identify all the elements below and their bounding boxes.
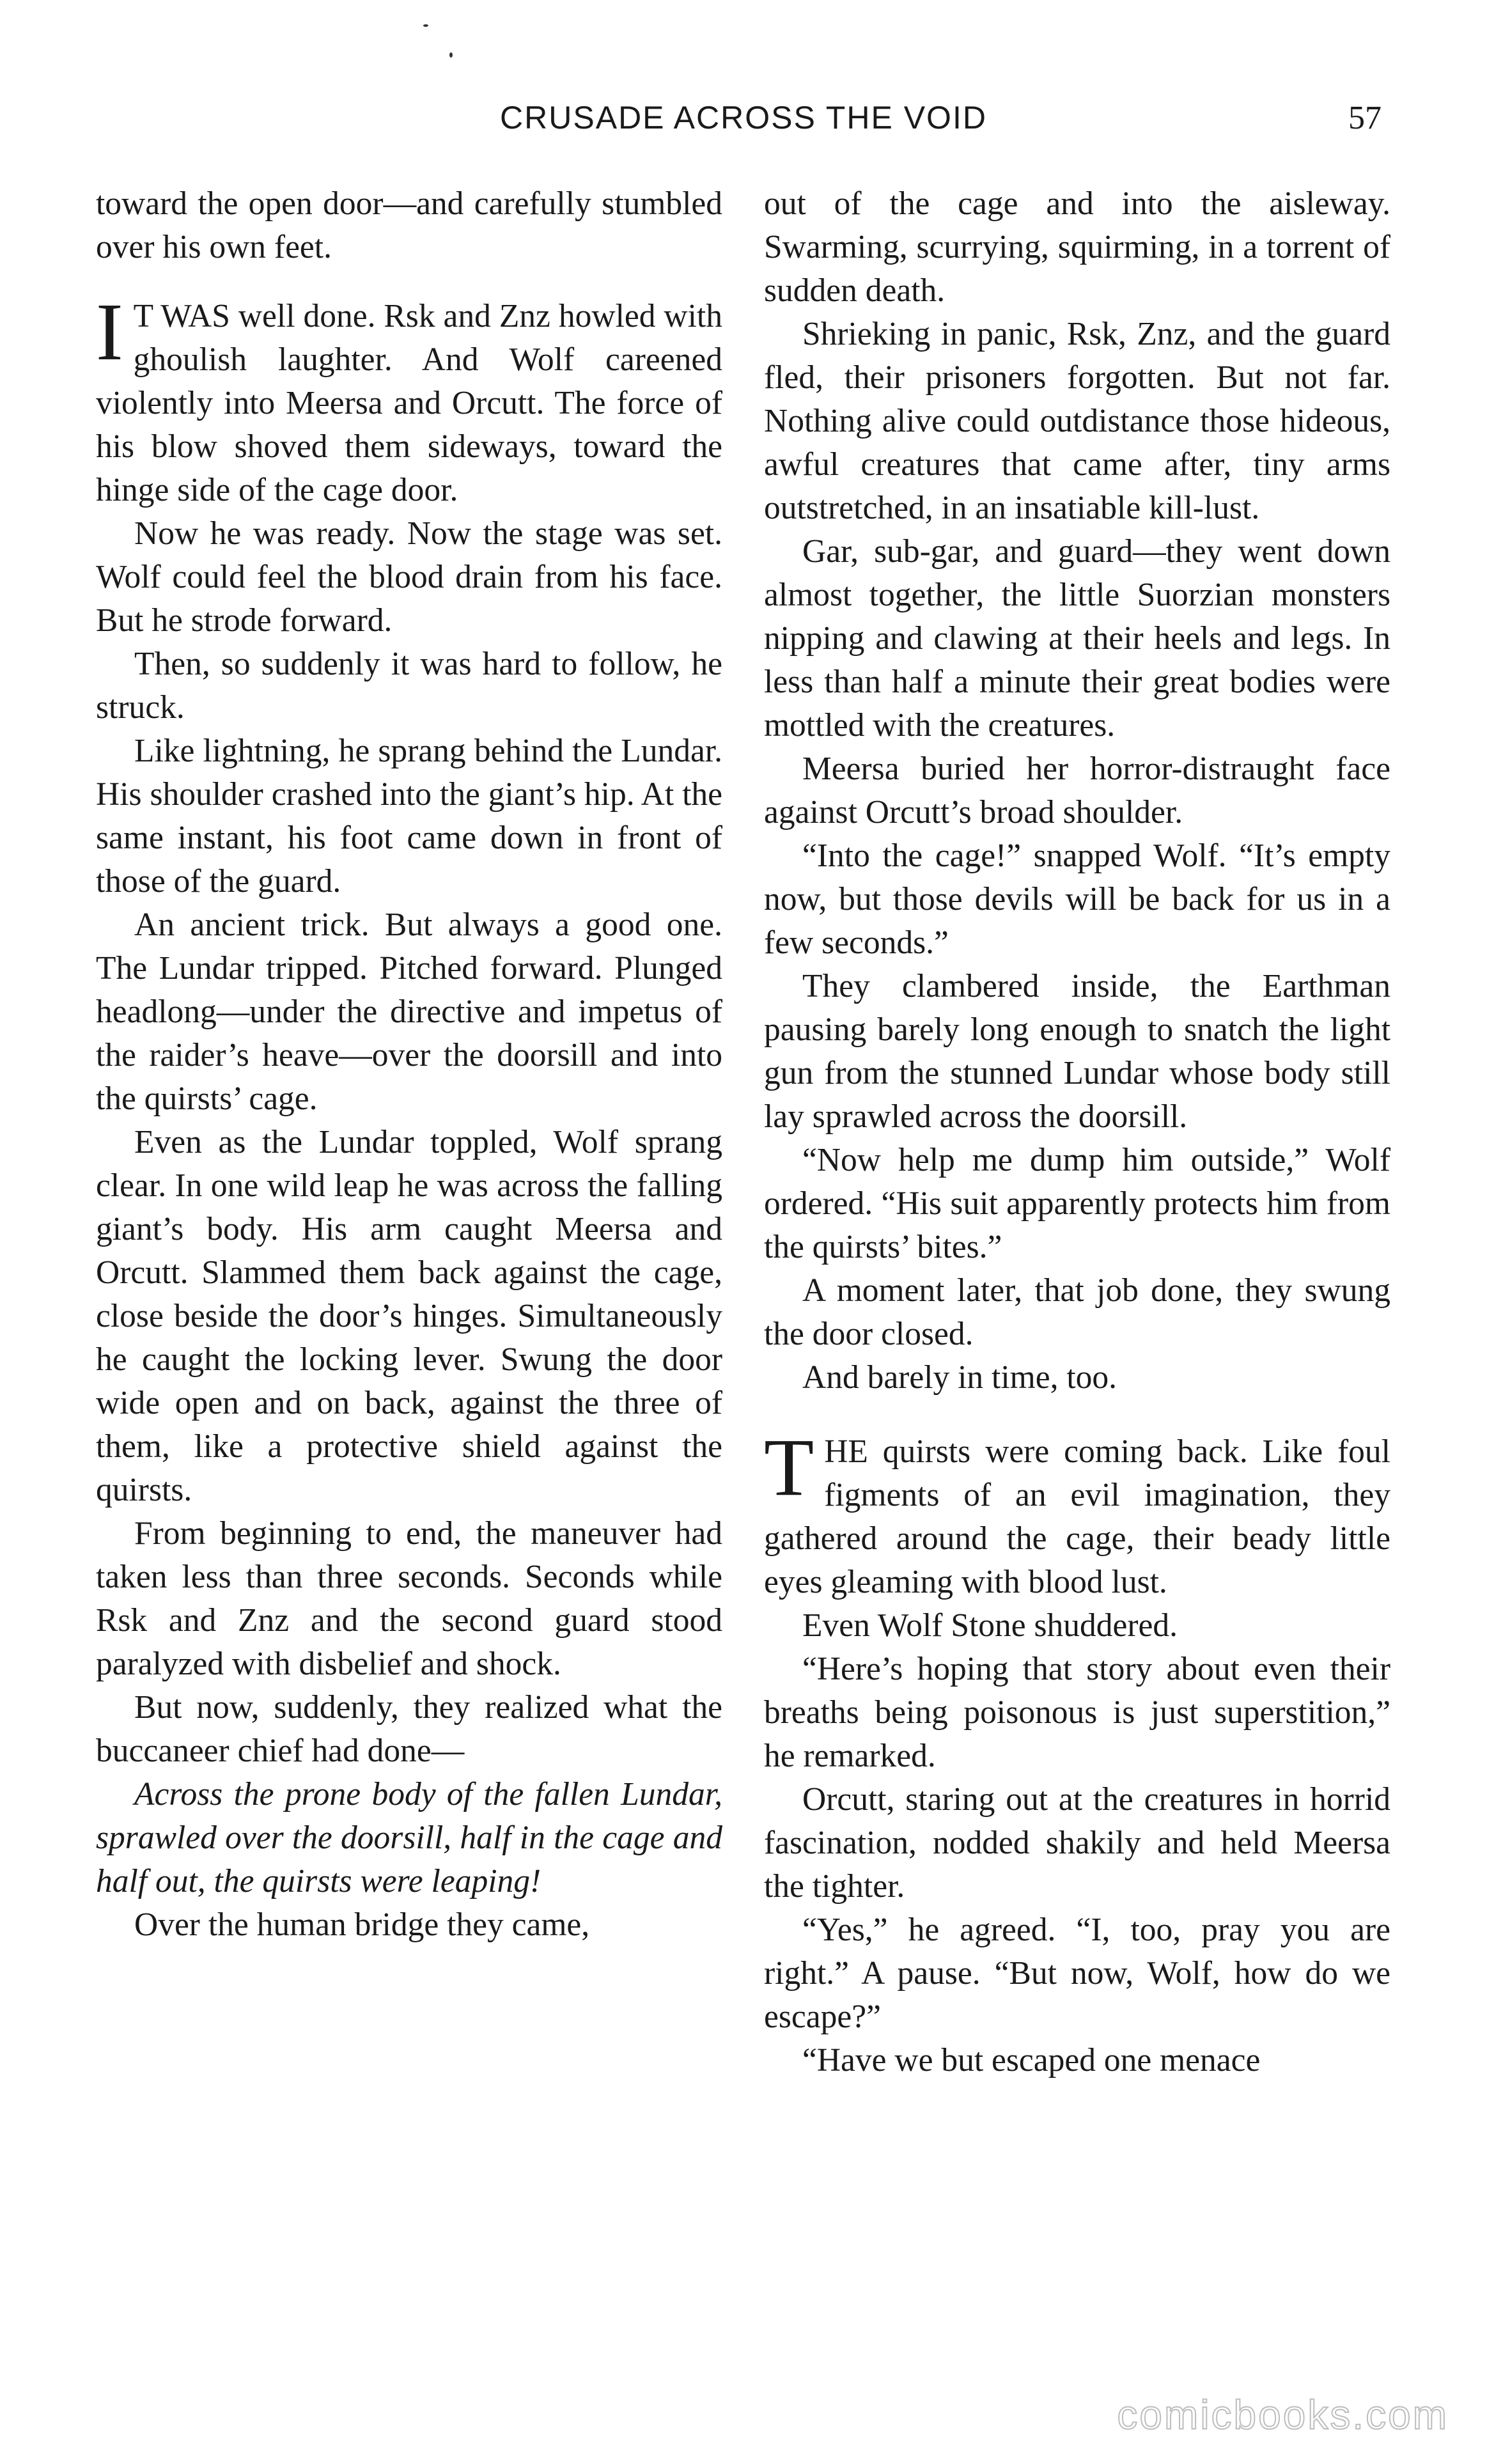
paragraph: Even as the Lundar toppled, Wolf sprang clear. In one wild leap he was across the falling giant’s body. His arm caught Meersa and Orcutt. Slammed them back against the cage, close beside the door’s hinges. Simultaneously he caught the locking lever. Swung the door wide open and on back, against the three of them, like a protective shield against the quirsts.: [96, 1124, 722, 1508]
paragraph: “Have we but escaped one menace: [802, 2042, 1261, 2078]
drop-cap: I: [96, 286, 123, 377]
left-column: [96, 182, 722, 1947]
paragraph: And barely in time, too.: [802, 1359, 1117, 1396]
paragraph: Over the human bridge they came,: [134, 1906, 590, 1943]
paragraph: An ancient trick. But always a good one. The Lundar tripped. Pitched forward. Plunged headlong—under the directive and impetus of the raider’s heave—over the doorsill and into the quirsts’ cage.: [96, 907, 722, 1117]
paragraph: out of the cage and into the aisleway. Swarming, scurrying, squirming, in a torrent of sudden death.: [764, 185, 1390, 309]
paragraph: Orcutt, staring out at the creatures in horrid fascination, nodded shakily and held Meersa the tighter.: [764, 1781, 1390, 1905]
italic-paragraph: Across the prone body of the fallen Lundar, sprawled over the doorsill, half in the cage and half out, the quirsts were leaping!: [96, 1776, 722, 1899]
paragraph: Then, so suddenly it was hard to follow, he struck.: [96, 646, 722, 726]
paragraph: Gar, sub-gar, and guard—they went down almost together, the little Suorzian monsters nipping and clawing at their heels and legs. In less than half a minute their great bodies were mottled with the creatures.: [764, 533, 1390, 744]
paragraph: Shrieking in panic, Rsk, Znz, and the guard fled, their prisoners forgotten. But not far. Nothing alive could outdistance those hideous, awful creatures that came after, tiny arms outstretched, in an insatiable kill-lust.: [764, 316, 1390, 526]
paragraph: But now, suddenly, they realized what the buccaneer chief had done—: [96, 1689, 722, 1769]
paragraph: “Into the cage!” snapped Wolf. “It’s empty now, but those devils will be back for us in a few seconds.”: [764, 838, 1390, 961]
page-number: 57: [1348, 100, 1382, 136]
running-title: CRUSADE ACROSS THE VOID: [500, 100, 987, 136]
paragraph: Now he was ready. Now the stage was set. Wolf could feel the blood drain from his face. But he strode forward.: [96, 515, 722, 639]
paragraph-text: HE quirsts were coming back. Like foul figments of an evil imagination, they gathered around the cage, their beady little eyes gleaming with blood lust.: [764, 1433, 1390, 1600]
paragraph: Like lightning, he sprang behind the Lundar. His shoulder crashed into the giant’s hip. At the same instant, his foot came down in front of those of the guard.: [96, 733, 722, 900]
paragraph: “Now help me dump him outside,” Wolf ordered. “His suit apparently protects him from the quirsts’ bites.”: [764, 1142, 1390, 1265]
paragraph: “Here’s hoping that story about even their breaths being poisonous is just superstition,” he remarked.: [764, 1651, 1390, 1774]
paragraph-drop-cap: [96, 286, 722, 512]
print-speck: [449, 52, 453, 58]
page-header: [0, 99, 1487, 150]
watermark: comicbooks.com: [1117, 2392, 1449, 2438]
paragraph: A moment later, that job done, they swung the door closed.: [764, 1272, 1390, 1352]
print-speck: [423, 24, 428, 27]
section-break: [764, 1400, 1390, 1430]
paragraph: Meersa buried her horror-distraught face against Orcutt’s broad shoulder.: [764, 751, 1390, 830]
paragraph-text: T WAS well done. Rsk and Znz howled with ghoulish laughter. And Wolf careened violently into Meersa and Orcutt. The force of his blow shoved them sideways, toward the hinge side of the cage door.: [96, 298, 722, 508]
right-column: [764, 182, 1390, 2082]
paragraph: “Yes,” he agreed. “I, too, pray you are right.” A pause. “But now, Wolf, how do we escape?”: [764, 1912, 1390, 2035]
paragraph: toward the open door—and carefully stumbled over his own feet.: [96, 185, 722, 265]
drop-cap: T: [764, 1422, 814, 1513]
paragraph: From beginning to end, the maneuver had taken less than three seconds. Seconds while Rsk and Znz and the second guard stood paralyzed with disbelief and shock.: [96, 1515, 722, 1682]
paragraph-drop-cap: [764, 1422, 1390, 1604]
paragraph: They clambered inside, the Earthman pausing barely long enough to snatch the light gun from the stunned Lundar whose body still lay sprawled across the doorsill.: [764, 968, 1390, 1135]
paragraph: Even Wolf Stone shuddered.: [802, 1607, 1178, 1644]
